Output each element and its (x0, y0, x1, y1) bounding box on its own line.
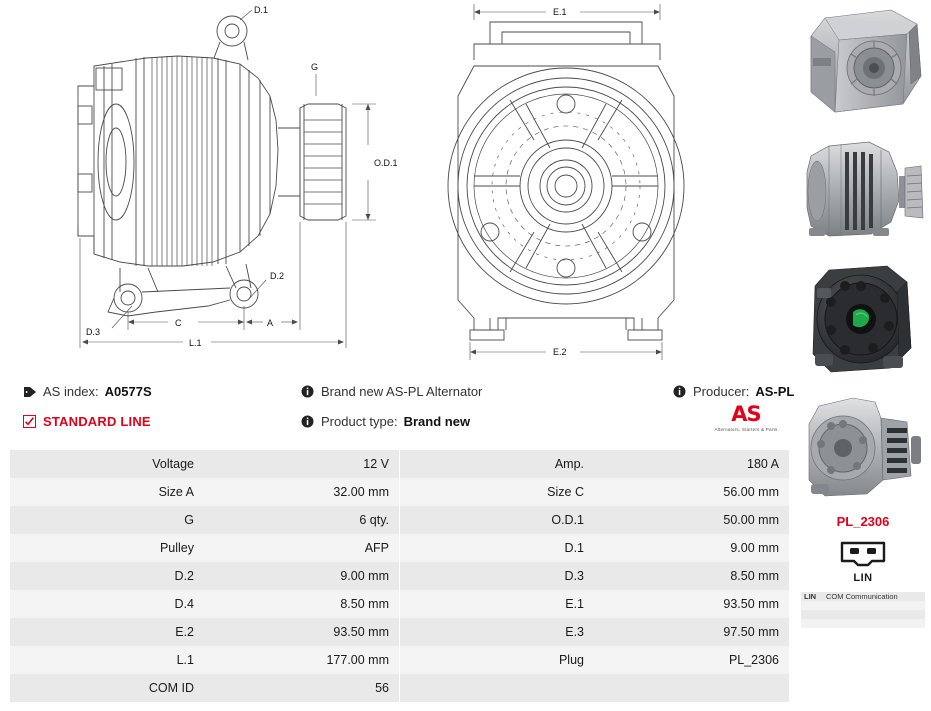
table-row (10, 534, 789, 562)
checkbox-icon (22, 415, 37, 429)
spec-key: E.2 (10, 618, 204, 646)
table-row (801, 601, 925, 610)
spec-key: D.2 (10, 562, 204, 590)
lin-desc (823, 601, 925, 610)
as-index-label: AS index: (43, 384, 99, 399)
product-type-value: Brand new (403, 414, 471, 429)
svg-text:A: A (267, 318, 274, 328)
table-row (10, 506, 789, 534)
spec-value: 8.50 mm (594, 562, 789, 590)
product-title-label: Brand new AS-PL Alternator (321, 384, 483, 399)
spec-value: 6 qty. (204, 506, 399, 534)
table-row (801, 610, 925, 619)
spec-value: 180 A (594, 450, 789, 478)
lin-desc (823, 610, 925, 619)
alternator-side-view-drawing (8, 0, 413, 372)
aspl-logo-mark: AS (731, 402, 761, 426)
table-row (10, 562, 789, 590)
as-index-row (22, 384, 152, 399)
aspl-logo (700, 404, 792, 432)
product-type-row (300, 414, 470, 429)
product-type-label: Product type: (321, 414, 398, 429)
spec-key: Voltage (10, 450, 204, 478)
svg-text:E.1: E.1 (553, 7, 567, 17)
spec-key: O.D.1 (400, 506, 594, 534)
table-row (801, 592, 925, 601)
svg-text:E.2: E.2 (553, 347, 567, 357)
spec-key: D.3 (400, 562, 594, 590)
aspl-logo-tagline: Alternators, Starters & Parts (714, 427, 778, 432)
spec-key: G (10, 506, 204, 534)
table-row (10, 646, 789, 674)
info-strip (0, 378, 795, 446)
svg-text:D.2: D.2 (270, 271, 285, 281)
svg-text:L.1: L.1 (189, 338, 202, 348)
svg-text:G: G (311, 62, 319, 72)
info-icon (300, 385, 315, 399)
table-row (10, 450, 789, 478)
plug-icon-wrap (795, 529, 931, 570)
table-row (10, 618, 789, 646)
lin-desc: COM Communication (823, 592, 925, 601)
svg-text:O.D.1: O.D.1 (374, 158, 398, 168)
product-photo-three-quarter-view[interactable] (795, 384, 931, 512)
table-row (801, 619, 925, 628)
info-icon (672, 385, 687, 399)
spec-value: 9.00 mm (594, 534, 789, 562)
spec-value: PL_2306 (594, 646, 789, 674)
spec-value: 50.00 mm (594, 506, 789, 534)
spec-value: 8.50 mm (204, 590, 399, 618)
lin-pin (801, 610, 823, 619)
spec-value: 12 V (204, 450, 399, 478)
plug-connector-icon (840, 556, 886, 570)
table-row (10, 674, 789, 702)
spec-key: COM ID (10, 674, 204, 702)
product-photo-rear-view[interactable] (795, 256, 931, 384)
spec-value: AFP (204, 534, 399, 562)
lin-pin (801, 601, 823, 610)
spec-key: E.1 (400, 590, 594, 618)
spec-value: 32.00 mm (204, 478, 399, 506)
spec-key: Plug (400, 646, 594, 674)
lin-pin: LIN (801, 592, 823, 601)
svg-text:D.1: D.1 (254, 5, 269, 15)
spec-value: 9.00 mm (204, 562, 399, 590)
spec-key: E.3 (400, 618, 594, 646)
spec-value: 93.50 mm (204, 618, 399, 646)
producer-value: AS-PL (755, 384, 795, 399)
spec-value (594, 674, 789, 702)
spec-value: 97.50 mm (594, 618, 789, 646)
info-icon (300, 415, 315, 429)
table-row (10, 478, 789, 506)
spec-key: Amp. (400, 450, 594, 478)
svg-text:D.3: D.3 (86, 327, 101, 337)
product-photo-column (795, 0, 931, 711)
alternator-front-view-drawing (430, 0, 780, 372)
table-row (10, 590, 789, 618)
technical-drawings (0, 0, 795, 372)
product-photo-side-view[interactable] (795, 128, 931, 256)
spec-key: Pulley (10, 534, 204, 562)
spec-value: 56 (204, 674, 399, 702)
specification-table-body (10, 450, 789, 702)
spec-value: 56.00 mm (594, 478, 789, 506)
spec-value: 93.50 mm (594, 590, 789, 618)
standard-line-label: STANDARD LINE (43, 414, 151, 429)
producer-label: Producer: (693, 384, 750, 399)
spec-key: Size A (10, 478, 204, 506)
as-index-value: A0577S (104, 384, 152, 399)
specification-table (10, 450, 789, 702)
plug-type-label: LIN (853, 572, 873, 584)
spec-key: D.4 (10, 590, 204, 618)
spec-value: 177.00 mm (204, 646, 399, 674)
standard-line-row (22, 414, 151, 429)
producer-row (672, 384, 794, 399)
svg-text:C: C (175, 318, 182, 328)
product-title-row (300, 384, 482, 399)
spec-key (400, 674, 594, 702)
tag-icon (22, 385, 37, 399)
lin-pin (801, 619, 823, 628)
plug-code: PL_2306 (836, 514, 890, 529)
product-photo-angled-view[interactable] (795, 0, 931, 128)
spec-key: Size C (400, 478, 594, 506)
lin-communication-table (801, 592, 925, 628)
spec-key: D.1 (400, 534, 594, 562)
spec-key: L.1 (10, 646, 204, 674)
lin-desc (823, 619, 925, 628)
